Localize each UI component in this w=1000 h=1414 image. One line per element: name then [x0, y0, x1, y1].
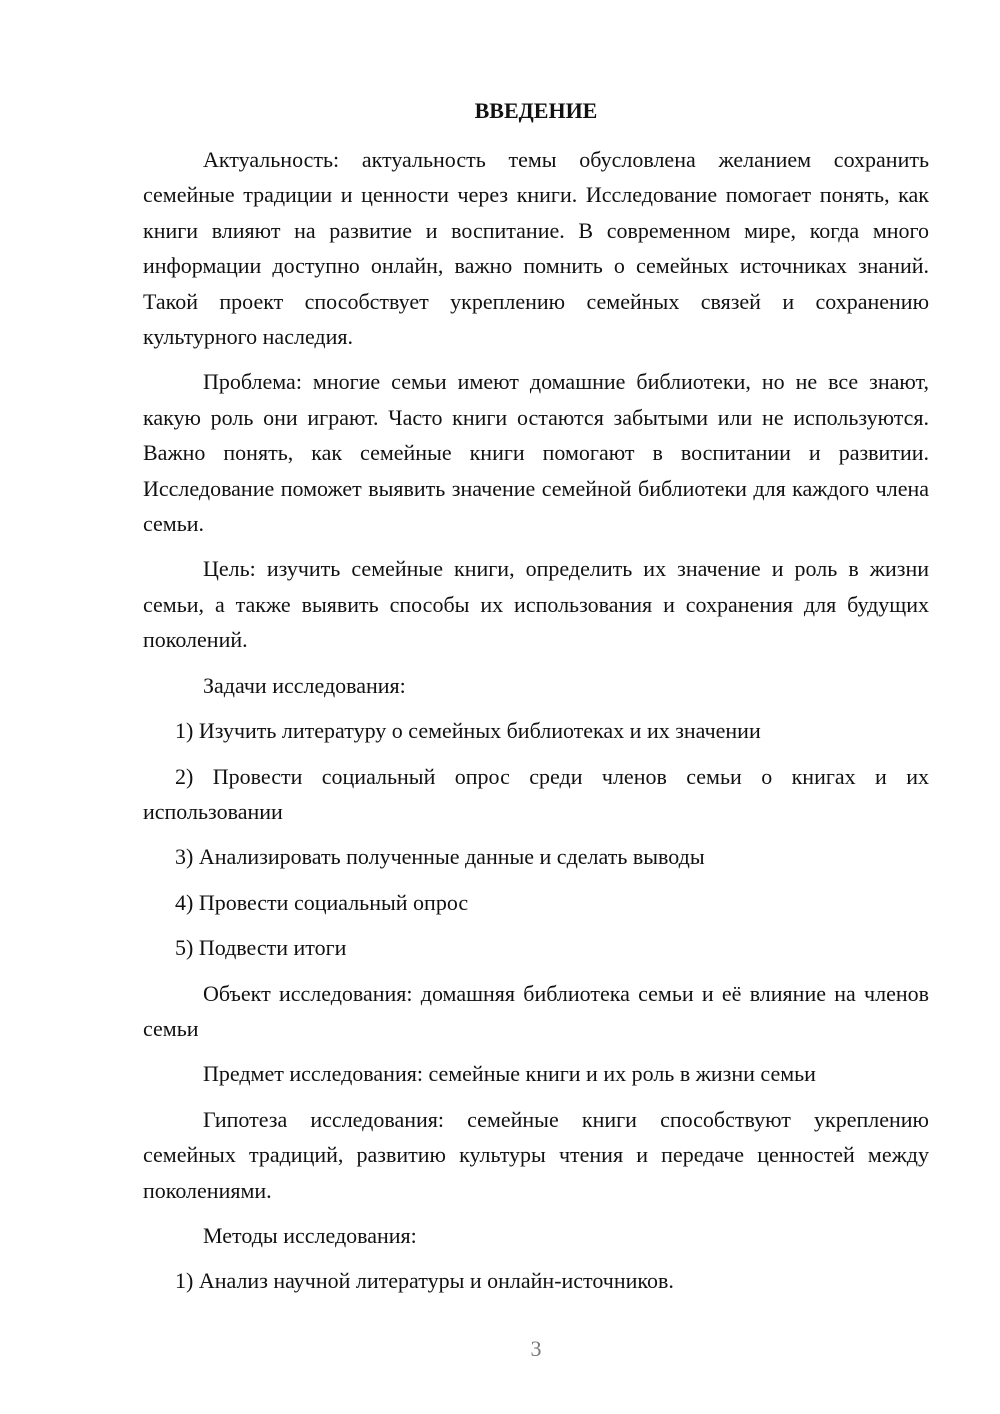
page-number: 3	[530, 1336, 542, 1361]
hypothesis-paragraph: Гипотеза исследования: семейные книги способствуют укреплению семейных традиций, развитию культуры чтения и передаче ценностей между поколениями.	[143, 1106, 929, 1203]
document-body	[143, 142, 929, 1309]
task-item: 4) Провести социальный опрос	[175, 889, 469, 915]
task-item: 3) Анализировать полученные данные и сделать выводы	[175, 844, 705, 870]
task-item: 5) Подвести итоги	[175, 935, 347, 961]
method-item: 1) Анализ научной литературы и онлайн-источников.	[175, 1268, 674, 1294]
task-item: 2) Провести социальный опрос среди членов семьи о книгах и их использовании	[143, 763, 929, 824]
section-heading: ВВЕДЕНИЕ	[474, 98, 598, 123]
problem-paragraph: Проблема: многие семьи имеют домашние библиотеки, но не все знают, какую роль они играют. Часто книги остаются забытыми или не используются. Важно понять, как семейные книги помогают в воспитании и развитии. Исследование поможет выявить значение семейной библиотеки для каждого члена семьи.	[143, 369, 929, 537]
subject-paragraph: Предмет исследования: семейные книги и их роль в жизни семьи	[203, 1061, 816, 1087]
tasks-title: Задачи исследования:	[203, 672, 406, 698]
task-item: 1) Изучить литературу о семейных библиотеках и их значении	[175, 718, 761, 744]
relevance-paragraph: Актуальность: актуальность темы обусловлена желанием сохранить семейные традиции и ценности через книги. Исследование помогает понять, как книги влияют на развитие и воспитание. В современном мире, когда много информации доступно онлайн, важно помнить о семейных источниках знаний. Такой проект способствует укреплению семейных связей и сохранению культурного наследия.	[143, 147, 929, 350]
goal-paragraph: Цель: изучить семейные книги, определить их значение и роль в жизни семьи, а также выявить способы их использования и сохранения для будущих поколений.	[143, 556, 929, 653]
methods-title: Методы исследования:	[203, 1222, 417, 1248]
object-paragraph: Объект исследования: домашняя библиотека семьи и её влияние на членов семьи	[143, 980, 929, 1041]
